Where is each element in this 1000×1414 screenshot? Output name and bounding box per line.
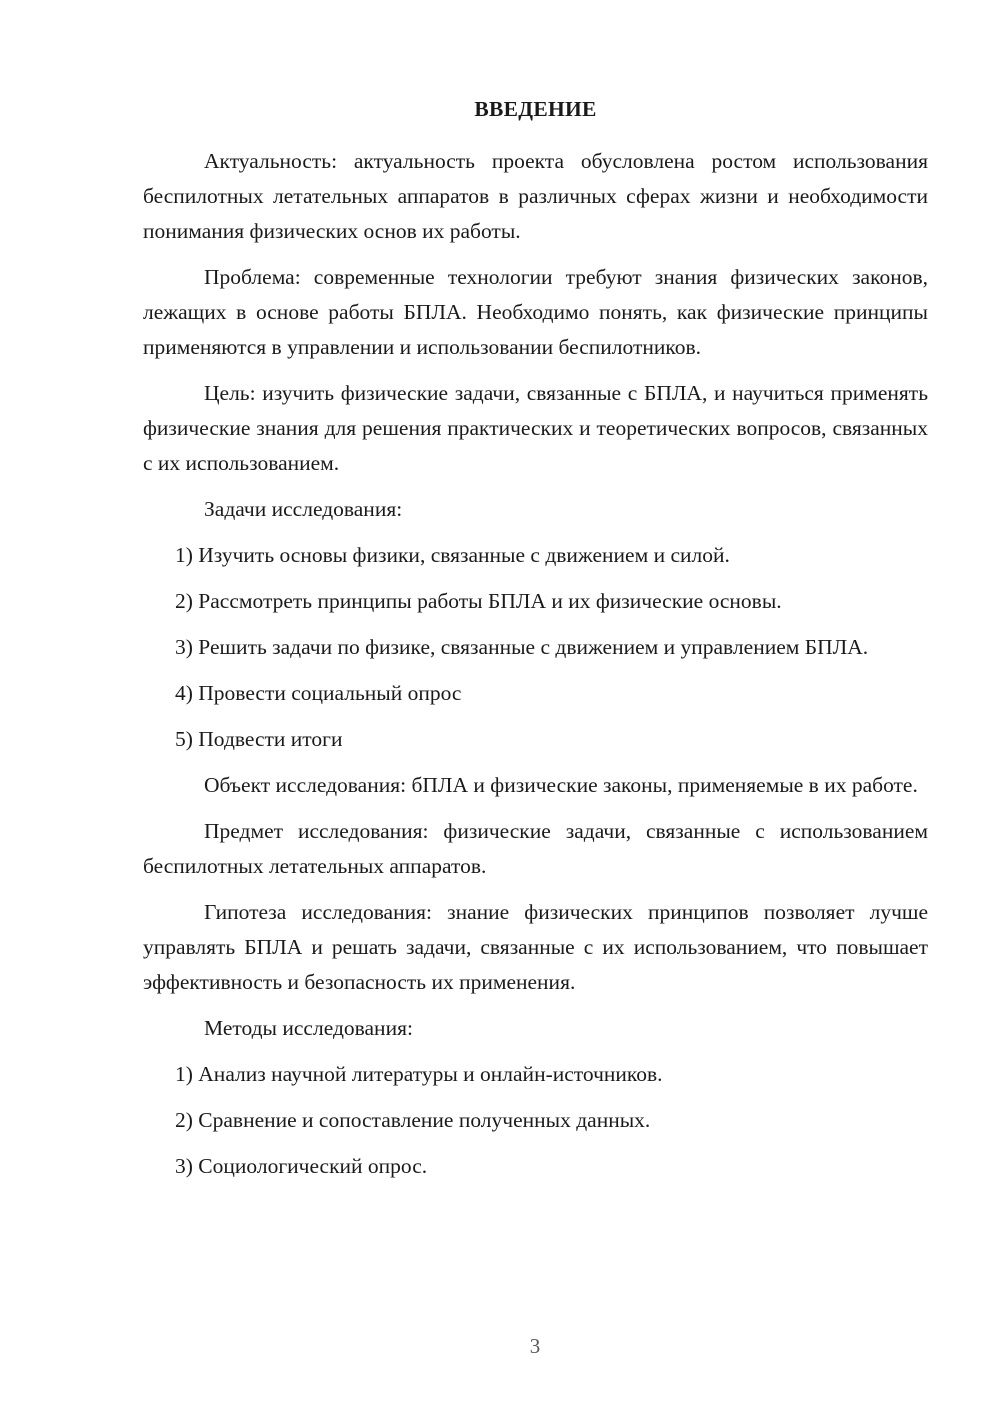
document-page: [143, 92, 928, 1195]
page-number: 3: [529, 1334, 541, 1358]
task-item-1: 1) Изучить основы физики, связанные с движением и силой.: [175, 543, 730, 567]
method-item-2: 2) Сравнение и сопоставление полученных данных.: [175, 1108, 651, 1132]
task-item-4: 4) Провести социальный опрос: [175, 681, 462, 705]
paragraph-relevance: Актуальность: актуальность проекта обусловлена ростом использования беспилотных летательных аппаратов в различных сферах жизни и необходимости понимания физических основ их работы.: [143, 149, 928, 243]
task-item-5: 5) Подвести итоги: [175, 727, 343, 751]
task-item-2: 2) Рассмотреть принципы работы БПЛА и их физические основы.: [175, 589, 782, 613]
paragraph-goal: Цель: изучить физические задачи, связанные с БПЛА, и научиться применять физические знания для решения практических и теоретических вопросов, связанных с их использованием.: [143, 381, 928, 475]
section-title: ВВЕДЕНИЕ: [474, 97, 597, 121]
task-item-3: 3) Решить задачи по физике, связанные с движением и управлением БПЛА.: [175, 635, 869, 659]
method-item-1: 1) Анализ научной литературы и онлайн-источников.: [175, 1062, 663, 1086]
paragraph-subject: Предмет исследования: физические задачи, связанные с использованием беспилотных летательных аппаратов.: [143, 819, 928, 878]
paragraph-problem: Проблема: современные технологии требуют знания физических законов, лежащих в основе работы БПЛА. Необходимо понять, как физические принципы применяются в управлении и использовании беспилотников.: [143, 265, 928, 359]
paragraph-object: Объект исследования: бПЛА и физические законы, применяемые в их работе.: [204, 773, 918, 797]
methods-heading: Методы исследования:: [204, 1016, 413, 1040]
paragraph-hypothesis: Гипотеза исследования: знание физических принципов позволяет лучше управлять БПЛА и решать задачи, связанные с их использованием, что повышает эффективность и безопасность их применения.: [143, 900, 928, 994]
method-item-3: 3) Социологический опрос.: [175, 1154, 428, 1178]
tasks-heading: Задачи исследования:: [204, 497, 403, 521]
